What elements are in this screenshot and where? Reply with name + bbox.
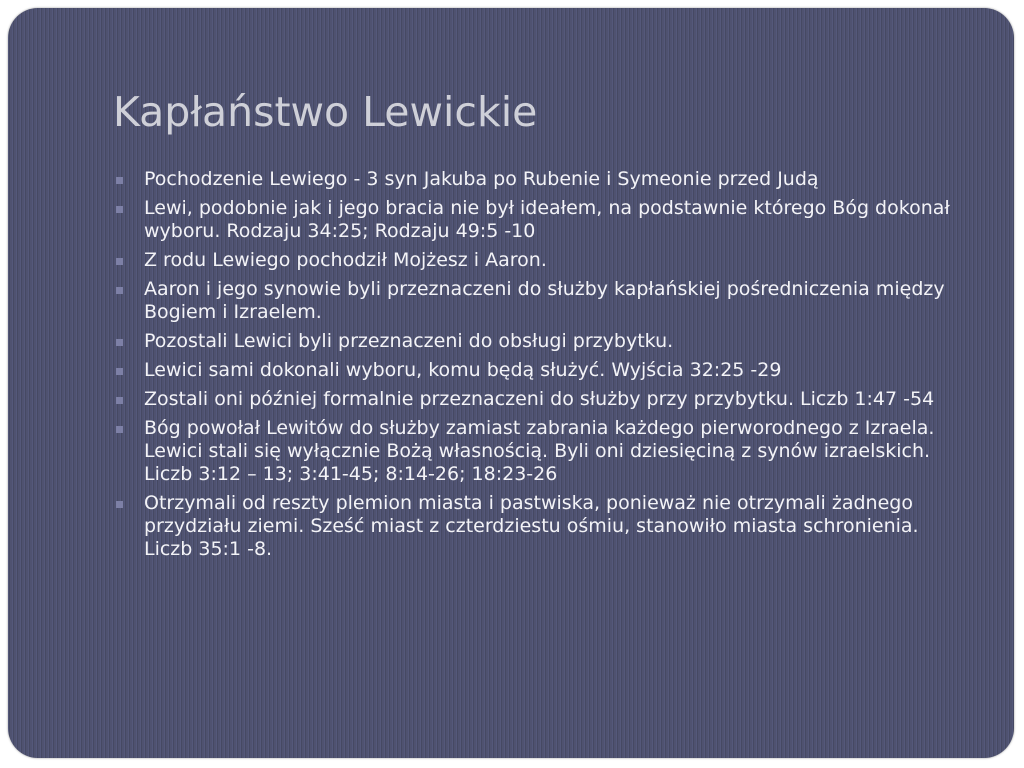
bullet-text: Aaron i jego synowie byli przeznaczeni do służby kapłańskiej pośredniczenia między Bogiem i Izraelem. — [144, 278, 945, 323]
bullet-square-icon — [116, 287, 123, 294]
bullet-item — [112, 492, 950, 561]
bullet-item — [112, 359, 950, 382]
bullet-text: Lewi, podobnie jak i jego bracia nie był ideałem, na podstawnie którego Bóg dokonał wyboru. Rodzaju 34:25; Rodzaju 49:5 -10 — [144, 197, 950, 242]
bullet-item — [112, 388, 950, 411]
bullet-text: Bóg powołał Lewitów do służby zamiast zabrania każdego pierworodnego z Izraela. Lewici stali się wyłącznie Bożą własnością. Byli oni dziesięciną z synów izraelskich. Liczb 3:12 – 13; 3:41-45; 8:14-26; 18:23-26 — [144, 417, 935, 485]
bullet-square-icon — [116, 206, 123, 213]
bullet-square-icon — [116, 426, 123, 433]
bullet-text: Z rodu Lewiego pochodził Mojżesz i Aaron. — [144, 249, 547, 271]
bullet-square-icon — [116, 501, 123, 508]
bullet-item — [112, 197, 950, 243]
bullet-item — [112, 417, 950, 486]
bullet-square-icon — [116, 368, 123, 375]
slide — [8, 8, 1014, 758]
bullet-text: Otrzymali od reszty plemion miasta i pastwiska, ponieważ nie otrzymali żadnego przydziału ziemi. Sześć miast z czterdziestu ośmiu, stanowiło miasta schronienia. Liczb 35:1 -8. — [144, 492, 919, 560]
bullet-text: Pozostali Lewici byli przeznaczeni do obsługi przybytku. — [144, 330, 674, 352]
bullet-square-icon — [116, 397, 123, 404]
bullet-item — [112, 330, 950, 353]
bullet-item — [112, 249, 950, 272]
bullet-list — [112, 168, 950, 567]
bullet-square-icon — [116, 339, 123, 346]
bullet-text: Zostali oni później formalnie przeznaczeni do służby przy przybytku. Liczb 1:47 -54 — [144, 388, 935, 410]
bullet-text: Pochodzenie Lewiego - 3 syn Jakuba po Rubenie i Symeonie przed Judą — [144, 168, 819, 190]
bullet-square-icon — [116, 177, 123, 184]
bullet-item — [112, 278, 950, 324]
bullet-item — [112, 168, 950, 191]
bullet-square-icon — [116, 258, 123, 265]
bullet-text: Lewici sami dokonali wyboru, komu będą służyć. Wyjścia 32:25 -29 — [144, 359, 782, 381]
slide-title: Kapłaństwo Lewickie — [113, 88, 538, 136]
